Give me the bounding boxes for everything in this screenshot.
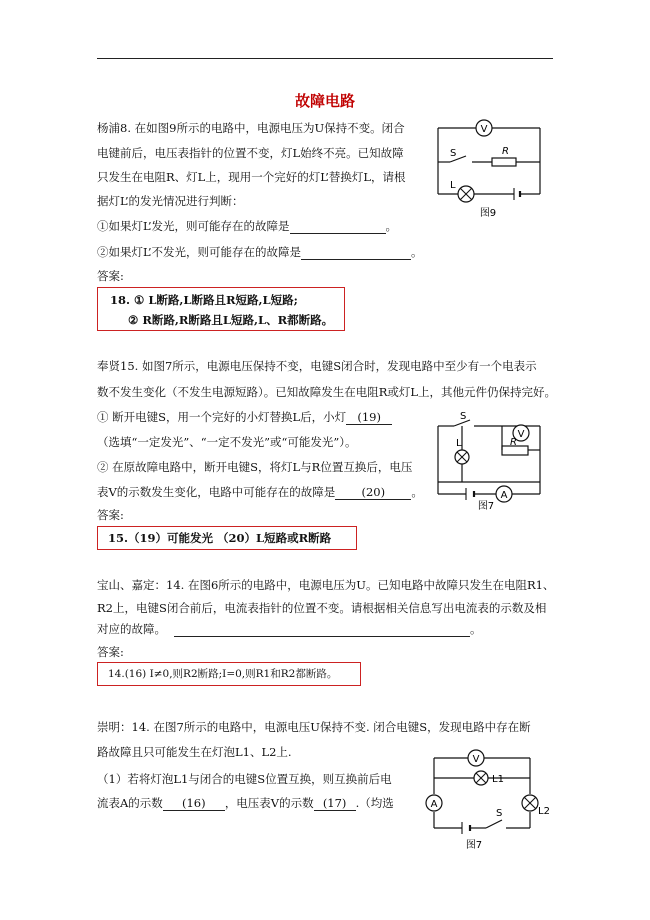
q4-fig-v: V	[472, 754, 480, 765]
q2-sub-2: ② 在原故障电路中，断开电键S，将灯L与R位置互换后，电压	[97, 460, 413, 474]
q2-answer-box	[97, 526, 357, 550]
q1-line-1: 杨浦8. 在如图9所示的电路中，电源电压为U保持不变。闭合	[97, 121, 405, 135]
q1-line-4: 据灯L’的发光情况进行判断：	[97, 194, 244, 208]
q4-line-2: 路故障且只可能发生在灯泡L1、L2上.	[97, 745, 292, 759]
q4-fig-caption: 图7	[465, 840, 483, 851]
q4-sub-1-text-b: ，电压表V的示数	[224, 796, 314, 810]
q3-blank	[174, 622, 470, 637]
q2-line-1: 奉贤15. 如图7所示，电源电压保持不变，电键S闭合时，发现电路中至少有一个电表示	[97, 359, 537, 373]
q4-blank-17: (17)	[314, 796, 356, 811]
q2-answer-label: 答案:	[97, 508, 124, 522]
q4-sub-1-text-a: 流表A的示数	[97, 796, 163, 810]
q3-answer-line: 14.(16) I≠0,则R2断路;I=0,则R1和R2都断路。	[108, 668, 338, 680]
q2-sub-2-cont	[97, 485, 423, 500]
q1-fig-l: L	[450, 180, 456, 191]
q1-sub-1	[97, 219, 397, 234]
q1-line-2: 电键前后，电压表指针的位置不变，灯L始终不亮。已知故障	[97, 146, 404, 160]
q1-sub-2-text: ②如果灯L’不发光，则可能存在的故障是	[97, 245, 302, 259]
q2-sub-2-end: 。	[411, 485, 423, 499]
q1-fig-s: S	[450, 148, 457, 159]
q1-answer-box	[97, 287, 345, 331]
q4-fig-l1: L1	[492, 774, 504, 785]
q4-blank-16: (16)	[163, 796, 225, 811]
q1-blank-2	[301, 245, 411, 260]
q1-blank-1	[290, 219, 386, 234]
q2-blank-19: (19)	[346, 410, 392, 425]
header-rule	[97, 58, 553, 59]
q2-line-2: 数不发生变化（不发生电源短路）。已知故障发生在电阻R或灯L上，其他元件仍保持完好。	[97, 385, 557, 399]
page-title: 故障电路	[294, 92, 355, 110]
q1-sub-2	[97, 245, 423, 260]
q3-answer-label: 答案:	[97, 645, 124, 659]
q1-sub-1-text: ①如果灯L’发光，则可能存在的故障是	[97, 219, 290, 233]
q4-fig-s: S	[496, 808, 503, 819]
q2-answer-line: 15.（19）可能发光 （20）L短路或R断路	[108, 531, 332, 545]
q1-sub-1-end: 。	[385, 219, 398, 233]
q2-circuit-figure	[430, 410, 550, 510]
q2-fig-caption: 图7	[477, 501, 495, 512]
q3-line-1: 宝山、嘉定：14. 在图6所示的电路中，电源电压为U。已知电路中故障只发生在电阻R1、	[97, 578, 555, 592]
q2-sub-2-text: 表V的示数发生变化，电路中可能存在的故障是	[97, 485, 336, 499]
q4-sub-1-text-c: .（均选	[355, 796, 394, 810]
q2-fig-r: R	[510, 437, 517, 448]
q2-fig-l: L	[456, 438, 462, 449]
q2-sub-1-note: （选填“一定发光”、“一定不发光”或“可能发光”）。	[97, 435, 357, 449]
q2-fig-s: S	[460, 411, 467, 422]
q1-fig-r: R	[502, 146, 509, 157]
q1-sub-2-end: 。	[411, 245, 423, 259]
q4-sub-1: （1）若将灯泡L1与闭合的电键S位置互换，则互换前后电	[97, 772, 392, 786]
q3-line-3-end: 。	[470, 622, 482, 636]
q3-line-3-text: 对应的故障。	[97, 622, 166, 636]
q4-circuit-figure	[422, 742, 552, 852]
q4-sub-1-cont	[97, 796, 394, 811]
q2-sub-1	[97, 410, 392, 425]
q2-sub-1-text: ① 断开电键S，用一个完好的小灯替换L后，小灯	[97, 410, 347, 424]
q1-fig-v: V	[480, 124, 488, 135]
q4-line-1: 崇明：14. 在图7所示的电路中，电源电压U保持不变. 闭合电键S，发现电路中存在断	[97, 720, 531, 734]
q1-answer-line-1: 18. ① L断路,L断路且R短路,L短路;	[110, 293, 298, 307]
q4-fig-a: A	[430, 799, 438, 810]
q1-circuit-figure	[428, 112, 558, 222]
q2-fig-a: A	[500, 490, 508, 501]
q1-line-3: 只发生在电阻R、灯L上，现用一个完好的灯L’替换灯L，请根	[97, 170, 406, 184]
q3-answer-box	[97, 662, 361, 686]
q3-line-3	[97, 622, 482, 637]
q4-fig-l2: L2	[538, 806, 550, 817]
q1-fig-caption: 图9	[479, 208, 497, 219]
q1-answer-line-2: ② R断路,R断路且L短路,L、R都断路。	[128, 313, 334, 327]
q1-answer-label: 答案:	[97, 269, 124, 283]
q2-fig-v: V	[517, 429, 525, 440]
q3-line-2: R2上，电键S闭合前后，电流表指针的位置不变。请根据相关信息写出电流表的示数及相	[97, 601, 547, 615]
q2-blank-20: (20)	[335, 485, 411, 500]
